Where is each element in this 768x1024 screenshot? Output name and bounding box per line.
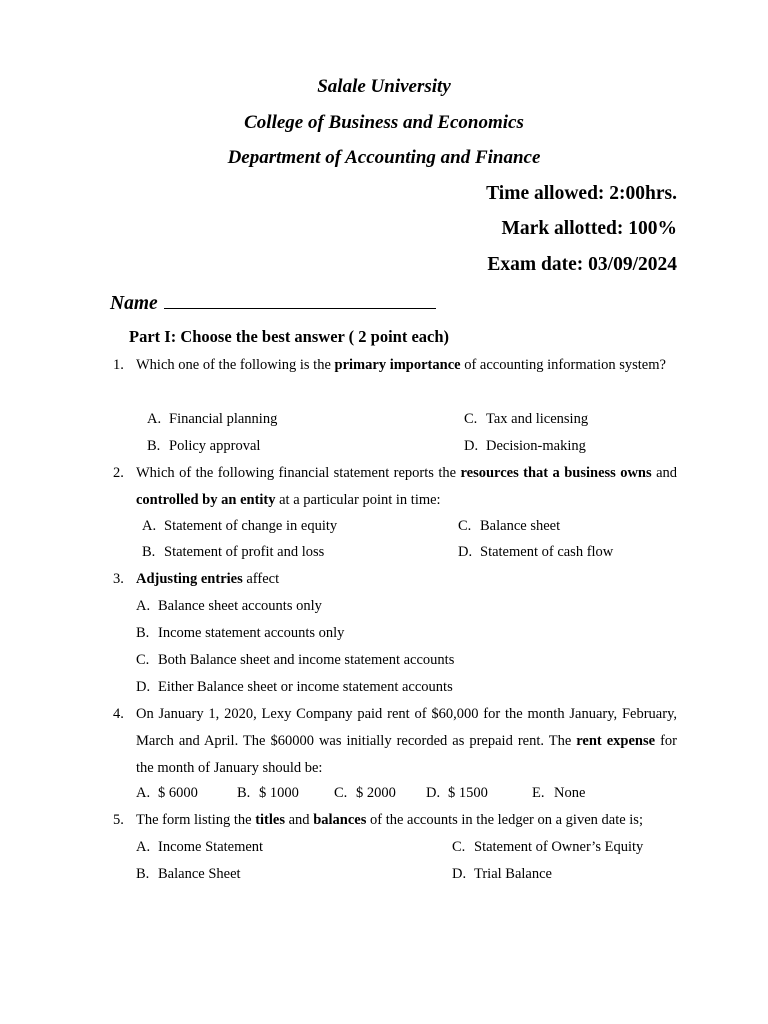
option-item[interactable]	[136, 620, 344, 647]
option-letter: D.	[464, 438, 479, 454]
option-item[interactable]	[458, 513, 560, 540]
option-item[interactable]	[142, 539, 324, 566]
option-text: $ 1000	[259, 785, 299, 801]
question-number: 4.	[113, 706, 124, 722]
option-text: Decision-making	[486, 438, 586, 454]
question-text-part: Which of the following financial statement reports the	[136, 465, 461, 481]
option-item[interactable]	[464, 406, 588, 433]
option-text: Financial planning	[169, 411, 278, 427]
option-text: None	[554, 785, 586, 801]
option-item[interactable]	[136, 834, 263, 861]
option-item[interactable]	[452, 834, 643, 861]
option-item[interactable]	[136, 674, 453, 701]
option-letter: D.	[136, 679, 151, 695]
option-letter: A.	[142, 518, 157, 534]
question-text-bold: balances	[313, 812, 367, 828]
option-letter: B.	[237, 785, 251, 801]
question-text-part: of the accounts in the ledger on a given date is;	[366, 812, 643, 828]
exam-date: Exam date: 03/09/2024	[487, 254, 677, 275]
option-item[interactable]	[136, 780, 198, 807]
option-letter: C.	[136, 652, 150, 668]
option-letter: B.	[136, 625, 150, 641]
option-text: Balance Sheet	[158, 866, 241, 882]
name-label: Name	[110, 293, 158, 314]
option-letter: B.	[136, 866, 150, 882]
option-text: Statement of Owner’s Equity	[474, 839, 644, 855]
option-item[interactable]	[458, 539, 613, 566]
mark-allotted: Mark allotted: 100%	[501, 218, 677, 239]
option-text: $ 6000	[158, 785, 198, 801]
university-title: Salale University	[317, 76, 451, 97]
question-text	[136, 566, 677, 593]
question-number: 5.	[113, 812, 124, 828]
question-text-part: of accounting information system?	[460, 357, 666, 373]
question-text-bold: rent expense	[576, 733, 656, 749]
option-letter: C.	[334, 785, 348, 801]
option-item[interactable]	[136, 861, 241, 888]
name-blank-line[interactable]	[164, 290, 436, 309]
question-text-part: The form listing the	[136, 812, 256, 828]
question-text-part: at a particular point in time:	[275, 492, 441, 508]
college-title: College of Business and Economics	[244, 112, 524, 133]
option-text: Statement of cash flow	[480, 544, 614, 560]
option-text: Policy approval	[169, 438, 261, 454]
option-text: $ 2000	[356, 785, 396, 801]
option-text: Both Balance sheet and income statement accounts	[158, 652, 455, 668]
option-text: Trial Balance	[474, 866, 552, 882]
question-text-part: and	[285, 812, 314, 828]
option-text: Income statement accounts only	[158, 625, 345, 641]
option-item[interactable]	[426, 780, 488, 807]
option-letter: C.	[458, 518, 472, 534]
option-letter: A.	[136, 839, 151, 855]
option-text: $ 1500	[448, 785, 488, 801]
question-text-part: for the month of January should be:	[136, 733, 677, 776]
question-text-bold: resources that a business owns	[460, 465, 652, 481]
department-title: Department of Accounting and Finance	[227, 147, 541, 168]
option-text: Balance sheet accounts only	[158, 598, 322, 614]
option-letter: D.	[458, 544, 473, 560]
question-text	[136, 352, 677, 379]
part-title: Part I: Choose the best answer ( 2 point each)	[129, 327, 450, 346]
question-text-bold: titles	[255, 812, 285, 828]
option-item[interactable]	[147, 406, 277, 433]
option-text: Statement of profit and loss	[164, 544, 325, 560]
option-text: Tax and licensing	[486, 411, 589, 427]
question-number: 2.	[113, 465, 124, 481]
option-letter: C.	[464, 411, 478, 427]
option-item[interactable]	[452, 861, 552, 888]
name-field	[110, 290, 436, 315]
option-letter: A.	[136, 785, 151, 801]
option-item[interactable]	[147, 433, 260, 460]
option-item[interactable]	[136, 593, 322, 620]
option-text: Income Statement	[158, 839, 264, 855]
option-text: Balance sheet	[480, 518, 561, 534]
question-text-part: affect	[242, 571, 280, 587]
option-item[interactable]	[464, 433, 586, 460]
question-text	[136, 807, 677, 834]
option-letter: B.	[147, 438, 161, 454]
option-item[interactable]	[237, 780, 299, 807]
option-letter: A.	[136, 598, 151, 614]
option-item[interactable]	[532, 780, 585, 807]
time-allowed: Time allowed: 2:00hrs.	[486, 183, 677, 204]
question-number: 1.	[113, 357, 124, 373]
question-text-part: On January 1, 2020, Lexy Company paid rent of $60,000 for the month January, February, March and April. The $60000 was initially recorded as prepaid rent. The	[136, 706, 677, 749]
option-text: Statement of change in equity	[164, 518, 338, 534]
question-text-bold: controlled by an entity	[136, 492, 276, 508]
option-text: Either Balance sheet or income statement accounts	[158, 679, 453, 695]
question-text	[136, 701, 677, 782]
option-letter: D.	[452, 866, 467, 882]
question-text-bold: primary importance	[334, 357, 461, 373]
question-text-part: Which one of the following is the	[136, 357, 335, 373]
option-letter: E.	[532, 785, 545, 801]
question-text-bold: Adjusting entries	[136, 571, 243, 587]
option-letter: A.	[147, 411, 162, 427]
question-number: 3.	[113, 571, 124, 587]
option-letter: D.	[426, 785, 441, 801]
option-item[interactable]	[142, 513, 337, 540]
option-item[interactable]	[136, 647, 454, 674]
option-letter: C.	[452, 839, 466, 855]
question-text-part: and	[651, 465, 678, 481]
question-text	[136, 460, 677, 514]
option-letter: B.	[142, 544, 156, 560]
option-item[interactable]	[334, 780, 396, 807]
